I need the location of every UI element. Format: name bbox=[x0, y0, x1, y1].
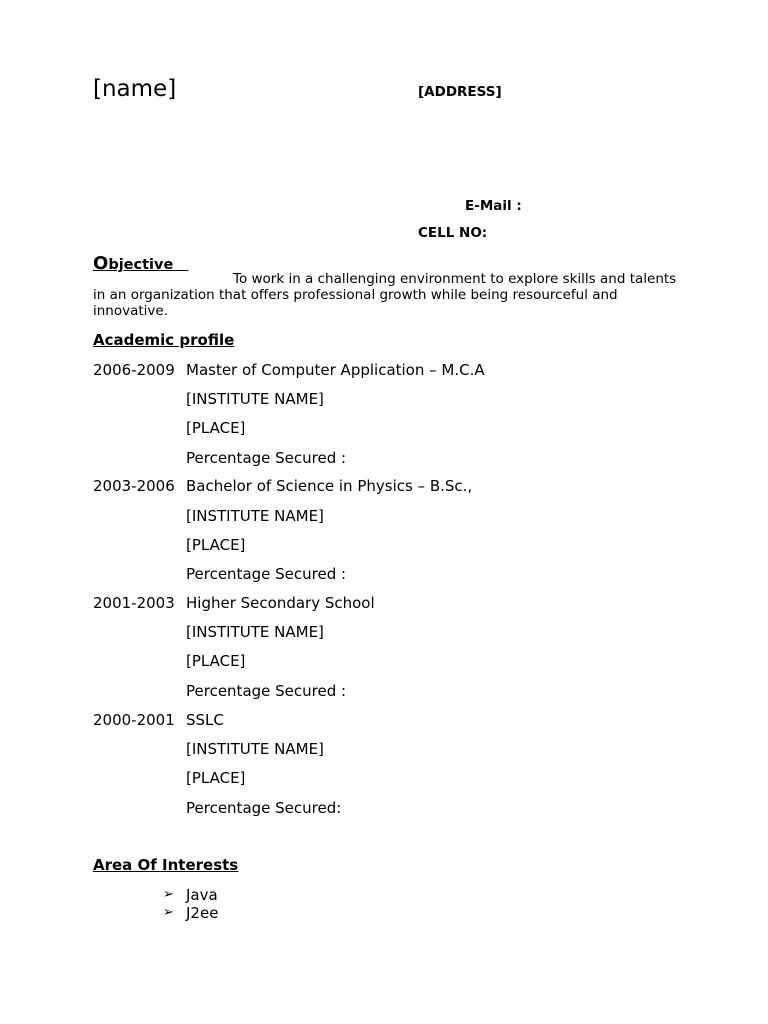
edu-place: [PLACE] bbox=[186, 652, 246, 670]
edu-percentage: Percentage Secured : bbox=[186, 449, 347, 467]
email-label: E-Mail : bbox=[465, 198, 522, 214]
cell-label: CELL NO: bbox=[418, 225, 488, 241]
edu-institute: [INSTITUTE NAME] bbox=[186, 740, 324, 758]
edu-degree: SSLC bbox=[186, 711, 224, 729]
arrow-bullet-icon: ➢ bbox=[163, 887, 174, 902]
address-label: [ADDRESS] bbox=[418, 84, 502, 100]
edu-percentage: Percentage Secured: bbox=[186, 799, 342, 817]
edu-degree: Higher Secondary School bbox=[186, 594, 375, 612]
candidate-name: [name] bbox=[93, 76, 177, 102]
area-of-interests-heading: Area Of Interests bbox=[93, 856, 239, 874]
edu-institute: [INSTITUTE NAME] bbox=[186, 390, 324, 408]
edu-years: 2003-2006 bbox=[93, 477, 175, 495]
objective-heading-initial: O bbox=[93, 253, 109, 274]
objective-heading bbox=[93, 253, 188, 274]
edu-years: 2000-2001 bbox=[93, 711, 175, 729]
edu-institute: [INSTITUTE NAME] bbox=[186, 623, 324, 641]
edu-years: 2006-2009 bbox=[93, 361, 175, 379]
edu-place: [PLACE] bbox=[186, 536, 246, 554]
edu-percentage: Percentage Secured : bbox=[186, 565, 347, 583]
edu-percentage: Percentage Secured : bbox=[186, 682, 347, 700]
edu-years: 2001-2003 bbox=[93, 594, 175, 612]
edu-institute: [INSTITUTE NAME] bbox=[186, 507, 324, 525]
interest-item: J2ee bbox=[186, 904, 219, 922]
edu-degree: Bachelor of Science in Physics – B.Sc., bbox=[186, 477, 473, 495]
objective-heading-rest: bjective bbox=[108, 257, 174, 273]
interest-item: Java bbox=[186, 886, 218, 904]
edu-degree: Master of Computer Application – M.C.A bbox=[186, 361, 485, 379]
edu-place: [PLACE] bbox=[186, 769, 246, 787]
edu-place: [PLACE] bbox=[186, 419, 246, 437]
objective-text: To work in a challenging environment to explore skills and talents in an organization that offers professional growth while being resourceful and innovative. bbox=[93, 271, 677, 319]
arrow-bullet-icon: ➢ bbox=[163, 905, 174, 920]
academic-profile-heading: Academic profile bbox=[93, 331, 235, 349]
